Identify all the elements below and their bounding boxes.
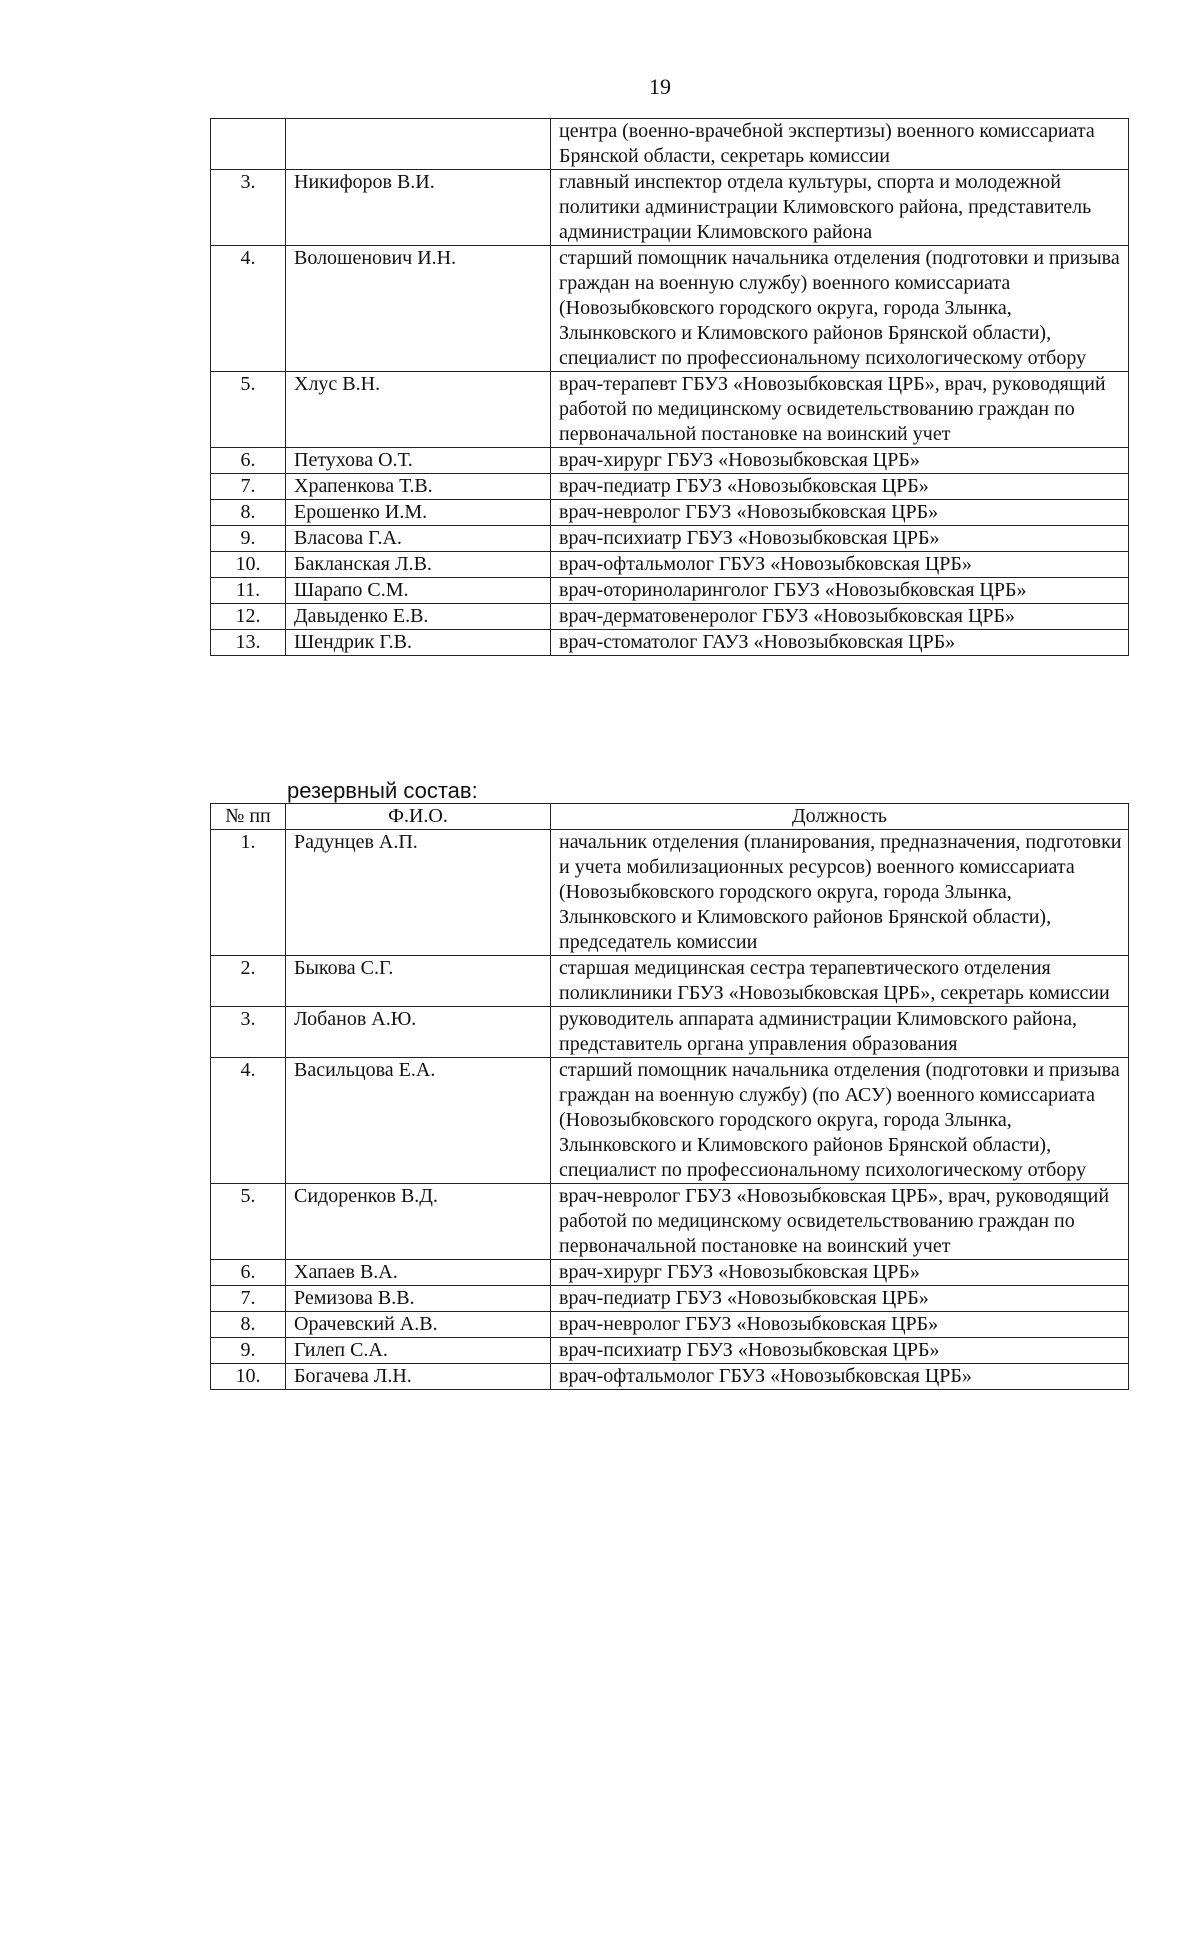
row-number: 8.: [211, 1312, 286, 1338]
table-row: [211, 372, 1129, 448]
table-row: [211, 474, 1129, 500]
member-name: Ерошенко И.М.: [286, 500, 551, 526]
member-name: Орачевский А.В.: [286, 1312, 551, 1338]
table-row: [211, 500, 1129, 526]
column-header-name: Ф.И.О.: [286, 804, 551, 830]
row-number: 3.: [211, 170, 286, 246]
row-number: 4.: [211, 246, 286, 372]
row-number: 9.: [211, 526, 286, 552]
row-number: 7.: [211, 1286, 286, 1312]
row-number: 3.: [211, 1007, 286, 1058]
row-number: [211, 119, 286, 170]
table-row: [211, 1184, 1129, 1260]
table-row: [211, 119, 1129, 170]
reserve-table: [210, 803, 1129, 1390]
row-number: 8.: [211, 500, 286, 526]
table-row: [211, 1338, 1129, 1364]
member-name: Богачева Л.Н.: [286, 1364, 551, 1390]
member-position: врач-терапевт ГБУЗ «Новозыбковская ЦРБ», врач, руководящий работой по медицинскому освидетельствованию граждан по первоначальной постановке на воинский учет: [551, 372, 1129, 448]
table-row: [211, 1312, 1129, 1338]
member-position: старшая медицинская сестра терапевтического отделения поликлиники ГБУЗ «Новозыбковская ЦРБ», секретарь комиссии: [551, 956, 1129, 1007]
member-name: Васильцова Е.А.: [286, 1058, 551, 1184]
table-row: [211, 246, 1129, 372]
member-position: врач-невролог ГБУЗ «Новозыбковская ЦРБ»: [551, 500, 1129, 526]
member-position: врач-педиатр ГБУЗ «Новозыбковская ЦРБ»: [551, 474, 1129, 500]
member-position: врач-оториноларинголог ГБУЗ «Новозыбковская ЦРБ»: [551, 578, 1129, 604]
member-name: Хлус В.Н.: [286, 372, 551, 448]
table-row: [211, 1286, 1129, 1312]
row-number: 9.: [211, 1338, 286, 1364]
table-row: [211, 1007, 1129, 1058]
table-row: [211, 630, 1129, 656]
row-number: 2.: [211, 956, 286, 1007]
member-name: Шендрик Г.В.: [286, 630, 551, 656]
member-position: врач-невролог ГБУЗ «Новозыбковская ЦРБ», врач, руководящий работой по медицинскому освидетельствованию граждан по первоначальной постановке на воинский учет: [551, 1184, 1129, 1260]
member-name: Волошенович И.Н.: [286, 246, 551, 372]
commission-table: [210, 118, 1129, 656]
member-name: Быкова С.Г.: [286, 956, 551, 1007]
member-position: врач-хирург ГБУЗ «Новозыбковская ЦРБ»: [551, 448, 1129, 474]
table-row: [211, 604, 1129, 630]
row-number: 5.: [211, 1184, 286, 1260]
member-position: центра (военно-врачебной экспертизы) военного комиссариата Брянской области, секретарь комиссии: [551, 119, 1129, 170]
row-number: 1.: [211, 830, 286, 956]
table-row: [211, 170, 1129, 246]
member-position: начальник отделения (планирования, предназначения, подготовки и учета мобилизационных ресурсов) военного комиссариата (Новозыбковского городского округа, города Злынка, Злынковского и Климовского районов Брянской области), председатель комиссии: [551, 830, 1129, 956]
member-name: Никифоров В.И.: [286, 170, 551, 246]
member-name: Шарапо С.М.: [286, 578, 551, 604]
member-position: главный инспектор отдела культуры, спорта и молодежной политики администрации Климовского района, представитель администрации Климовского района: [551, 170, 1129, 246]
page-number: 19: [649, 74, 671, 99]
member-position: врач-психиатр ГБУЗ «Новозыбковская ЦРБ»: [551, 1338, 1129, 1364]
row-number: 10.: [211, 1364, 286, 1390]
member-position: врач-офтальмолог ГБУЗ «Новозыбковская ЦРБ»: [551, 552, 1129, 578]
member-name: Ремизова В.В.: [286, 1286, 551, 1312]
table-row: [211, 1058, 1129, 1184]
member-position: руководитель аппарата администрации Климовского района, представитель органа управления образования: [551, 1007, 1129, 1058]
table-row: [211, 830, 1129, 956]
table-row: [211, 1260, 1129, 1286]
member-position: врач-дерматовенеролог ГБУЗ «Новозыбковская ЦРБ»: [551, 604, 1129, 630]
member-name: Храпенкова Т.В.: [286, 474, 551, 500]
row-number: 13.: [211, 630, 286, 656]
member-position: врач-офтальмолог ГБУЗ «Новозыбковская ЦРБ»: [551, 1364, 1129, 1390]
row-number: 4.: [211, 1058, 286, 1184]
member-name: Хапаев В.А.: [286, 1260, 551, 1286]
reserve-caption: резервный состав:: [287, 778, 478, 803]
member-name: Лобанов А.Ю.: [286, 1007, 551, 1058]
member-position: старший помощник начальника отделения (подготовки и призыва граждан на военную службу) (по АСУ) военного комиссариата (Новозыбковского городского округа, города Злынка, Злынковского и Климовского районов Брянской области), специалист по профессиональному психологическому отбору: [551, 1058, 1129, 1184]
row-number: 6.: [211, 1260, 286, 1286]
member-position: врач-хирург ГБУЗ «Новозыбковская ЦРБ»: [551, 1260, 1129, 1286]
table-row: [211, 526, 1129, 552]
row-number: 10.: [211, 552, 286, 578]
column-header-number: № пп: [211, 804, 286, 830]
member-name: Бакланская Л.В.: [286, 552, 551, 578]
member-name: Сидоренков В.Д.: [286, 1184, 551, 1260]
member-name: Гилеп С.А.: [286, 1338, 551, 1364]
column-header-position: Должность: [551, 804, 1129, 830]
member-position: старший помощник начальника отделения (подготовки и призыва граждан на военную службу) военного комиссариата (Новозыбковского городского округа, города Злынка, Злынковского и Климовского районов Брянской области), специалист по профессиональному психологическому отбору: [551, 246, 1129, 372]
table-row: [211, 448, 1129, 474]
table-row: [211, 1364, 1129, 1390]
row-number: 11.: [211, 578, 286, 604]
table-header-row: [211, 804, 1129, 830]
member-position: врач-невролог ГБУЗ «Новозыбковская ЦРБ»: [551, 1312, 1129, 1338]
member-position: врач-психиатр ГБУЗ «Новозыбковская ЦРБ»: [551, 526, 1129, 552]
table-row: [211, 956, 1129, 1007]
member-name: [286, 119, 551, 170]
table-row: [211, 552, 1129, 578]
row-number: 7.: [211, 474, 286, 500]
member-name: Давыденко Е.В.: [286, 604, 551, 630]
member-position: врач-стоматолог ГАУЗ «Новозыбковская ЦРБ»: [551, 630, 1129, 656]
member-name: Власова Г.А.: [286, 526, 551, 552]
member-name: Радунцев А.П.: [286, 830, 551, 956]
table-row: [211, 578, 1129, 604]
member-name: Петухова О.Т.: [286, 448, 551, 474]
row-number: 12.: [211, 604, 286, 630]
row-number: 5.: [211, 372, 286, 448]
member-position: врач-педиатр ГБУЗ «Новозыбковская ЦРБ»: [551, 1286, 1129, 1312]
row-number: 6.: [211, 448, 286, 474]
